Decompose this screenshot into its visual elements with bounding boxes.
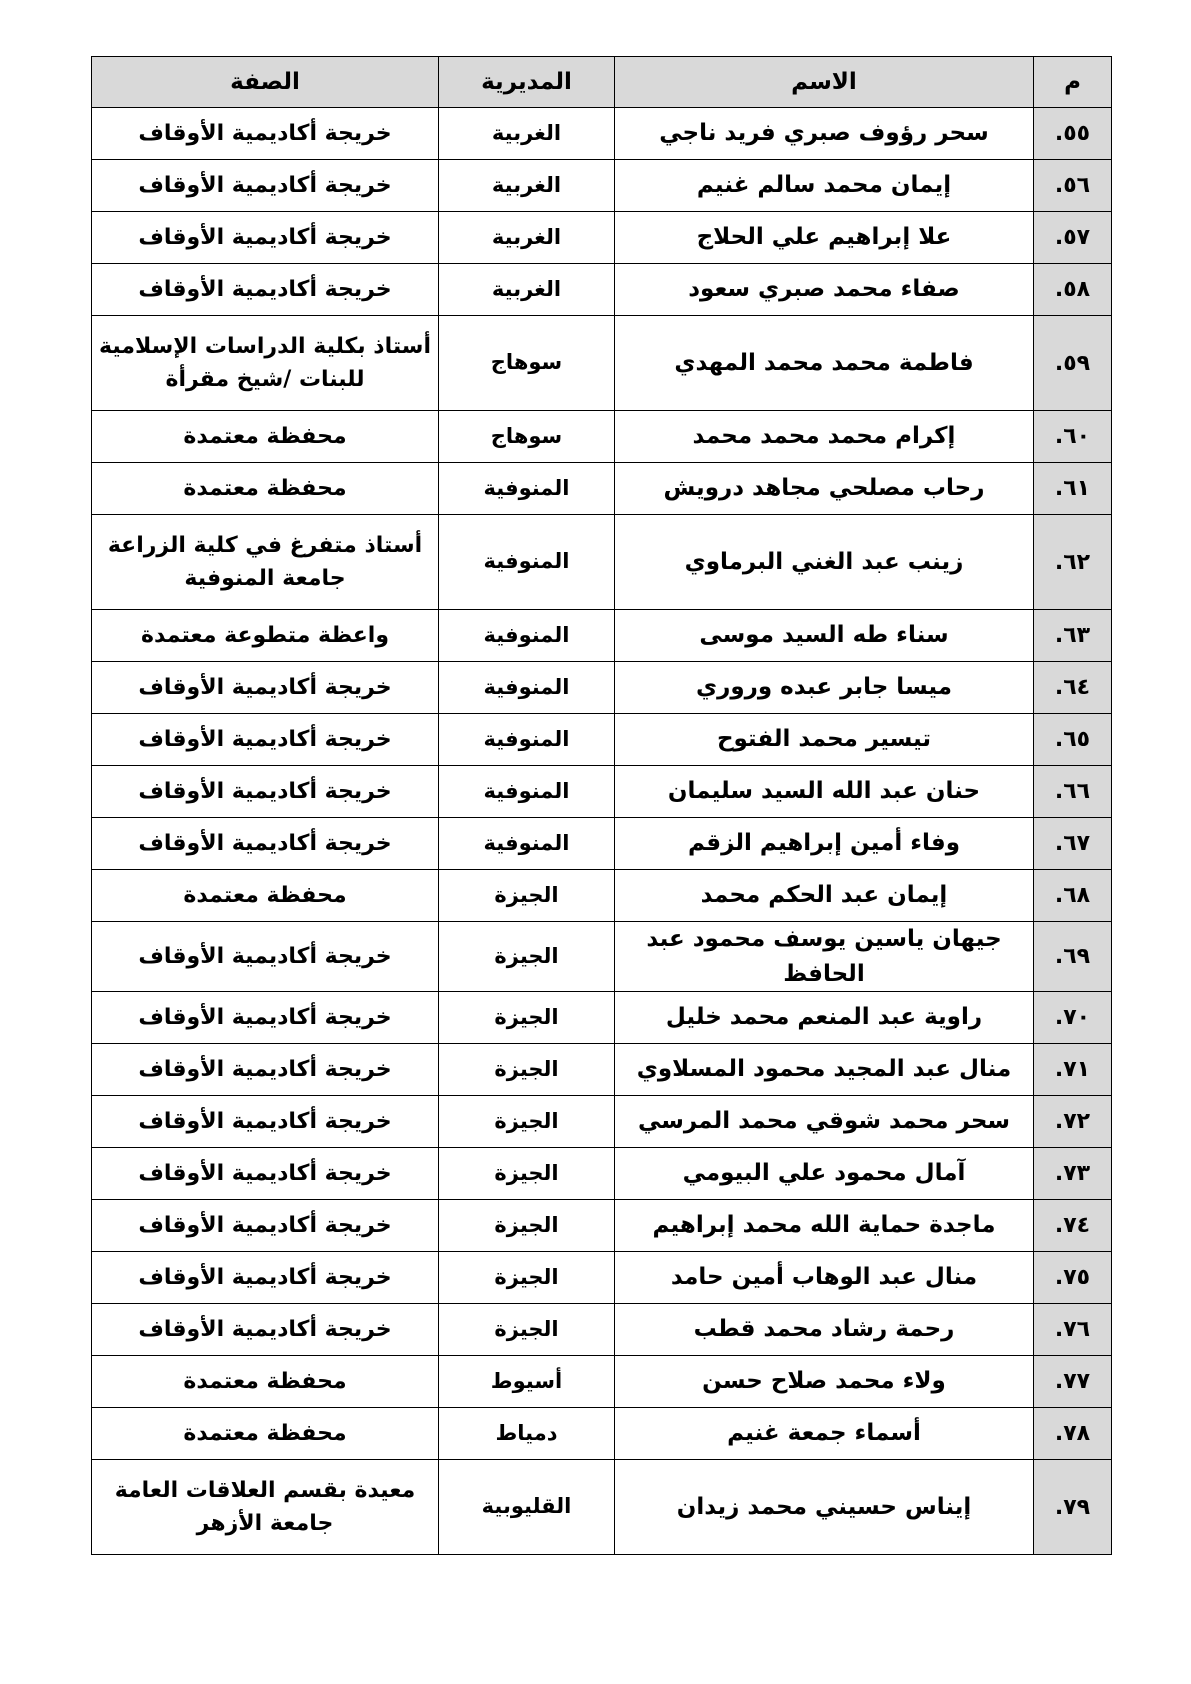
table-row [92,1044,1112,1096]
row-directorate: الجيزة [439,1200,615,1252]
table-row [92,766,1112,818]
table-body [92,108,1112,1555]
row-number: ٧٩. [1034,1460,1112,1555]
row-role: محفظة معتمدة [92,1408,439,1460]
table-row [92,1408,1112,1460]
row-directorate: الجيزة [439,1096,615,1148]
row-number: ٦١. [1034,463,1112,515]
row-name: سحر محمد شوقي محمد المرسي [615,1096,1034,1148]
row-role: محفظة معتمدة [92,1356,439,1408]
table-row [92,1356,1112,1408]
row-name: إيمان عبد الحكم محمد [615,870,1034,922]
row-directorate: المنوفية [439,610,615,662]
row-name: زينب عبد الغني البرماوي [615,515,1034,610]
row-directorate: الغربية [439,108,615,160]
row-role: خريجة أكاديمية الأوقاف [92,212,439,264]
table-row [92,610,1112,662]
row-directorate: المنوفية [439,515,615,610]
row-number: ٦٨. [1034,870,1112,922]
row-directorate: الجيزة [439,1252,615,1304]
row-directorate: الغربية [439,160,615,212]
row-role: خريجة أكاديمية الأوقاف [92,714,439,766]
row-role: خريجة أكاديمية الأوقاف [92,1044,439,1096]
row-name: إكرام محمد محمد محمد [615,411,1034,463]
table-row [92,1096,1112,1148]
row-name: آمال محمود علي البيومي [615,1148,1034,1200]
table-row [92,922,1112,992]
table-row [92,411,1112,463]
table-header [92,57,1112,108]
row-number: ٥٥. [1034,108,1112,160]
row-number: ٦٣. [1034,610,1112,662]
table-row [92,1252,1112,1304]
row-name: فاطمة محمد محمد المهدي [615,316,1034,411]
participants-table [91,56,1112,1555]
table-row [92,662,1112,714]
row-name: ولاء محمد صلاح حسن [615,1356,1034,1408]
row-number: ٦٠. [1034,411,1112,463]
row-role: خريجة أكاديمية الأوقاف [92,1200,439,1252]
row-number: ٧٠. [1034,992,1112,1044]
row-number: ٧٨. [1034,1408,1112,1460]
row-role: خريجة أكاديمية الأوقاف [92,264,439,316]
row-name: رحاب مصلحي مجاهد درويش [615,463,1034,515]
row-name: سحر رؤوف صبري فريد ناجي [615,108,1034,160]
row-name: جيهان ياسين يوسف محمود عبد الحافظ [615,922,1034,992]
row-name: أسماء جمعة غنيم [615,1408,1034,1460]
row-number: ٥٧. [1034,212,1112,264]
table-row [92,316,1112,411]
table-row [92,992,1112,1044]
row-role: خريجة أكاديمية الأوقاف [92,922,439,992]
row-number: ٧٧. [1034,1356,1112,1408]
row-directorate: المنوفية [439,463,615,515]
row-role: خريجة أكاديمية الأوقاف [92,1304,439,1356]
row-number: ٥٦. [1034,160,1112,212]
table-row [92,1200,1112,1252]
row-name: منال عبد الوهاب أمين حامد [615,1252,1034,1304]
row-role: خريجة أكاديمية الأوقاف [92,662,439,714]
table-row [92,714,1112,766]
table-row [92,463,1112,515]
row-role: خريجة أكاديمية الأوقاف [92,1252,439,1304]
header-role: الصفة [92,57,439,108]
row-role: خريجة أكاديمية الأوقاف [92,160,439,212]
row-role: خريجة أكاديمية الأوقاف [92,1148,439,1200]
row-directorate: الغربية [439,212,615,264]
row-directorate: سوهاج [439,411,615,463]
row-directorate: دمياط [439,1408,615,1460]
row-number: ٦٢. [1034,515,1112,610]
row-name: إيناس حسيني محمد زيدان [615,1460,1034,1555]
row-name: تيسير محمد الفتوح [615,714,1034,766]
row-name: راوية عبد المنعم محمد خليل [615,992,1034,1044]
row-directorate: الجيزة [439,992,615,1044]
row-directorate: الجيزة [439,1304,615,1356]
row-number: ٦٥. [1034,714,1112,766]
row-number: ٥٩. [1034,316,1112,411]
row-role: معيدة بقسم العلاقات العامة جامعة الأزهر [92,1460,439,1555]
row-name: سناء طه السيد موسى [615,610,1034,662]
row-name: ماجدة حماية الله محمد إبراهيم [615,1200,1034,1252]
table-row [92,108,1112,160]
row-role: خريجة أكاديمية الأوقاف [92,1096,439,1148]
row-role: واعظة متطوعة معتمدة [92,610,439,662]
row-directorate: الغربية [439,264,615,316]
header-name: الاسم [615,57,1034,108]
table-row [92,1148,1112,1200]
table-row [92,870,1112,922]
row-number: ٦٦. [1034,766,1112,818]
row-name: إيمان محمد سالم غنيم [615,160,1034,212]
table-row [92,515,1112,610]
row-role: خريجة أكاديمية الأوقاف [92,766,439,818]
row-name: وفاء أمين إبراهيم الزقم [615,818,1034,870]
row-directorate: الجيزة [439,1148,615,1200]
row-role: خريجة أكاديمية الأوقاف [92,818,439,870]
row-directorate: المنوفية [439,714,615,766]
row-name: علا إبراهيم علي الحلاج [615,212,1034,264]
header-row [92,57,1112,108]
row-directorate: الجيزة [439,922,615,992]
table-row [92,212,1112,264]
table-row [92,1304,1112,1356]
row-number: ٧١. [1034,1044,1112,1096]
row-directorate: الجيزة [439,1044,615,1096]
row-role: خريجة أكاديمية الأوقاف [92,108,439,160]
row-directorate: المنوفية [439,818,615,870]
row-directorate: المنوفية [439,662,615,714]
row-role: خريجة أكاديمية الأوقاف [92,992,439,1044]
row-name: منال عبد المجيد محمود المسلاوي [615,1044,1034,1096]
row-role: أستاذ بكلية الدراسات الإسلامية للبنات /شيخ مقرأة [92,316,439,411]
row-role: محفظة معتمدة [92,463,439,515]
row-name: ميسا جابر عبده وروري [615,662,1034,714]
header-number: م [1034,57,1112,108]
row-role: محفظة معتمدة [92,870,439,922]
row-number: ٧٥. [1034,1252,1112,1304]
row-number: ٦٩. [1034,922,1112,992]
row-directorate: القليوبية [439,1460,615,1555]
row-directorate: أسيوط [439,1356,615,1408]
row-number: ٧٣. [1034,1148,1112,1200]
row-directorate: سوهاج [439,316,615,411]
row-name: حنان عبد الله السيد سليمان [615,766,1034,818]
row-number: ٦٤. [1034,662,1112,714]
row-role: محفظة معتمدة [92,411,439,463]
row-name: صفاء محمد صبري سعود [615,264,1034,316]
header-directorate: المديرية [439,57,615,108]
row-number: ٧٤. [1034,1200,1112,1252]
table-row [92,160,1112,212]
row-number: ٧٢. [1034,1096,1112,1148]
table-row [92,264,1112,316]
table-row [92,818,1112,870]
row-name: رحمة رشاد محمد قطب [615,1304,1034,1356]
table-row [92,1460,1112,1555]
row-number: ٦٧. [1034,818,1112,870]
row-number: ٧٦. [1034,1304,1112,1356]
row-directorate: الجيزة [439,870,615,922]
row-number: ٥٨. [1034,264,1112,316]
row-role: أستاذ متفرغ في كلية الزراعة جامعة المنوفية [92,515,439,610]
row-directorate: المنوفية [439,766,615,818]
